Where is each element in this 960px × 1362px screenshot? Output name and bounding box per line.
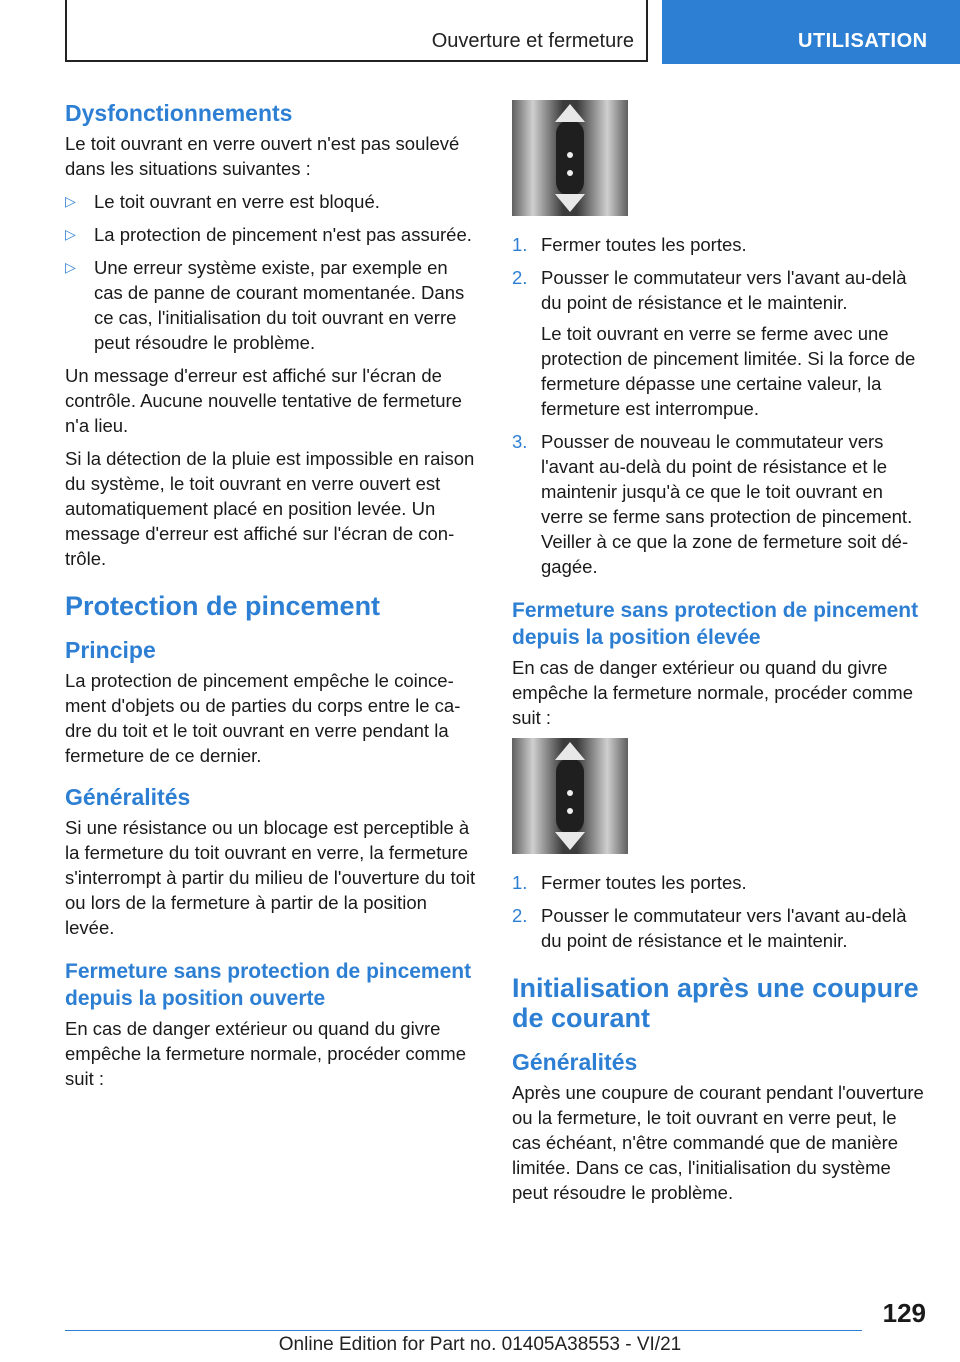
list-item: 1. Fermer toutes les portes. [512,872,747,893]
list-item: ▷ Le toit ouvrant en verre est bloqué. [65,191,380,212]
paragraph-rain-detection: Si la détection de la pluie est impossible en raison du système, le toit ouvrant en verre ouvert est automatiquement placé en position levée. Un message d'erreur est affiché sur l'écran de contrôle. [65,448,475,569]
list-item: 1. Fermer toutes les portes. [512,234,747,255]
heading-malfunctions: Dysfonctionnements [65,100,293,126]
triangle-bullet-icon: ▷ [65,226,76,242]
header-chapter-box [65,0,648,62]
footer-divider [65,1330,862,1331]
switch-slot [556,758,584,834]
dot-icon [567,790,573,796]
list-item: 3. Pousser de nouveau le commutateur vers l'avant au-delà du point de résistance et le maintenir jusqu'à ce que le toit ouvrant en verre se ferme sans protection de pincement. Veiller à ce que la zone de fermeture soit dégagée. [512,431,913,577]
left-column [65,100,480,1099]
dot-icon [567,808,573,814]
list-item: ▷ La protection de pincement n'est pas assurée. [65,224,472,245]
list-item: 2. Pousser le commutateur vers l'avant au-delà du point de résistance et le maintenir. Le toit ouvrant en verre se ferme avec une protection de pincement limitée. Si la force de fermeture dépasse une certaine valeur, la fermeture est interrompue. [512,265,927,421]
arrow-up-icon [555,104,585,122]
arrow-up-icon [555,742,585,760]
right-column [512,100,927,1213]
paragraph-general: Si une résistance ou un blocage est perceptible à la fermeture du toit ouvrant en verre, la fermeture s'interrompt à partir du milieu de l'ouverture du toit ou lors de la fermeture à partir de la position levée. [65,817,476,938]
header-section-tab [662,0,960,64]
steps-from-open-list [512,232,927,579]
triangle-bullet-icon: ▷ [65,259,76,275]
paragraph-malfunctions-intro: Le toit ouvrant en verre ouvert n'est pas soulevé dans les situations suivantes : [65,133,460,179]
list-item: 2. Pousser le commutateur vers l'avant au-delà du point de résistance et le maintenir. [512,905,907,951]
roof-switch-illustration [512,100,628,216]
triangle-bullet-icon: ▷ [65,193,76,209]
heading-pinch-protection: Protection de pincement [65,591,381,621]
switch-slot [556,120,584,196]
page-number: 129 [882,1298,926,1328]
heading-initialisation: Initialisation après une coupure de courant [512,973,919,1033]
arrow-down-icon [555,832,585,850]
arrow-down-icon [555,194,585,212]
malfunction-list [65,189,480,355]
heading-principle: Principe [65,637,156,663]
dot-icon [567,170,573,176]
dot-icon [567,152,573,158]
paragraph-close-from-raised: En cas de danger extérieur ou quand du givre empêche la fermeture normale, procéder comme suit : [512,657,914,728]
heading-close-from-raised: Fermeture sans protection de pincement depuis la position élevée [512,599,919,649]
step-note: Le toit ouvrant en verre se ferme avec une protection de pincement limitée. Si la force de fermeture dépasse une certaine valeur, la fermeture est interrompue. [541,323,916,419]
heading-general: Généralités [65,784,191,810]
heading-init-general: Généralités [512,1049,638,1075]
header-section-title: UTILISATION [798,30,928,52]
paragraph-init-general: Après une coupure de courant pendant l'ouverture ou la fermeture, le toit ouvrant en verre peut, le cas échéant, n'être commandé que de manière limitée. Dans ce cas, l'initialisation du système peut résoudre le problème. [512,1082,924,1203]
paragraph-error-message: Un message d'erreur est affiché sur l'écran de contrôle. Aucune nouvelle tentative de fermeture n'a lieu. [65,365,462,436]
heading-close-from-open: Fermeture sans protection de pincement depuis la position ouverte [65,960,472,1010]
paragraph-close-from-open: En cas de danger extérieur ou quand du givre empêche la fermeture normale, procéder comme suit : [65,1018,467,1089]
steps-from-raised-list [512,870,927,953]
paragraph-principle: La protection de pincement empêche le coincement d'objets ou de parties du corps entre le cadre du toit et le toit ouvrant en verre pendant la fermeture de ce dernier. [65,670,461,766]
list-item: ▷ Une erreur système existe, par exemple en cas de panne de courant momentanée. Dans ce cas, l'initialisation du toit ouvrant en verre peut résoudre le problème. [65,257,465,353]
header-chapter-title: Ouverture et fermeture [431,30,634,52]
footer-edition-text: Online Edition for Part no. 01405A38553 - VI/21 [278,1334,682,1355]
roof-switch-illustration [512,738,628,854]
